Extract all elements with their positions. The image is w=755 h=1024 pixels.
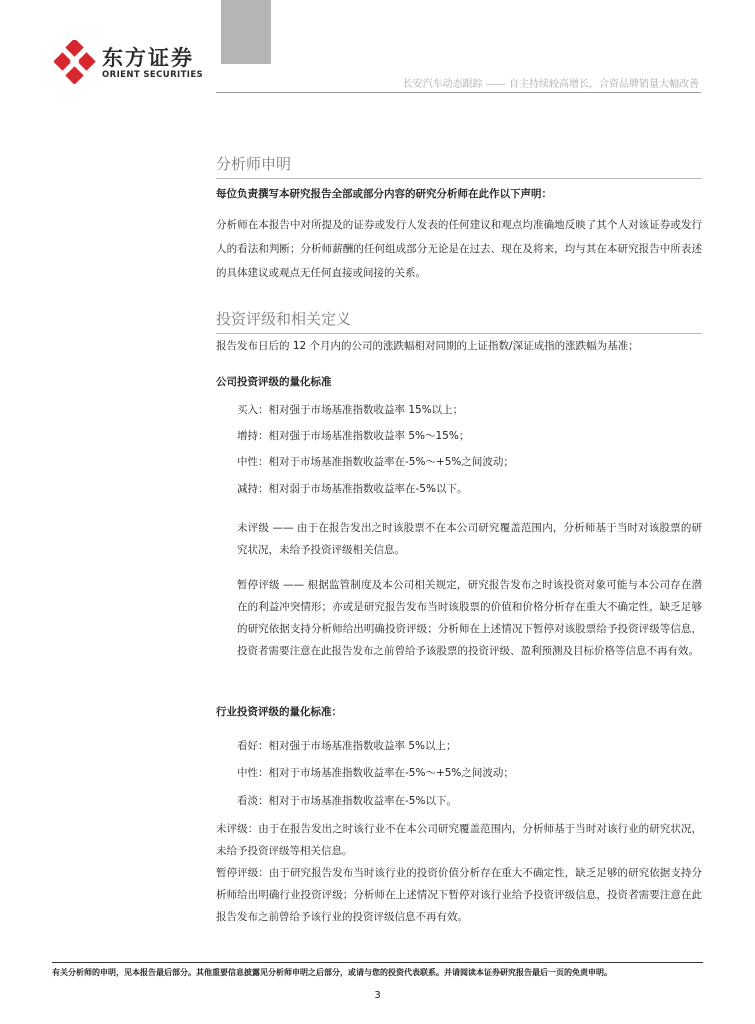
footer-divider [52, 962, 703, 963]
company-rating-buy: 买入：相对强于市场基准指数收益率 15%以上； [237, 404, 464, 416]
header-gray-tab [221, 0, 271, 64]
header-divider [216, 92, 701, 93]
logo-chinese-text: 东方证券 [102, 46, 194, 70]
company-unrated-note: 未评级 —— 由于在报告发出之时该股票不在本公司研究覆盖范围内，分析师基于当时对该股票的研究状况，未给予投资评级相关信息。 [237, 522, 702, 556]
company-rating-neutral: 中性：相对于市场基准指数收益率在-5%～+5%之间波动； [237, 456, 514, 468]
industry-suspended-note: 暂停评级：由于研究报告发布当时该行业的投资价值分析存在重大不确定性，缺乏足够的研究依据支持分析师给出明确行业投资评级；分析师在上述情况下暂停对该行业给予投资评级信息，投资者需要注意在此报告发布之前曾给予该行业的投资评级信息不再有效。 [216, 867, 702, 923]
page-number: 3 [374, 990, 381, 1001]
industry-rating-title: 行业投资评级的量化标准： [216, 706, 342, 718]
company-logo [54, 40, 214, 84]
analyst-statement-lead: 每位负责撰写本研究报告全部或部分内容的研究分析师在此作以下声明： [216, 188, 552, 200]
analyst-statement-body: 分析师在本报告中对所提及的证券或发行人发表的任何建议和观点均准确地反映了其个人对该证券或发行人的看法和判断；分析师薪酬的任何组成部分无论是在过去、现在及将来，均与其在本研究报告中所表述的具体建议或观点无任何直接或间接的关系。 [216, 219, 702, 279]
rating-definitions-intro: 报告发布日后的 12 个月内的公司的涨跌幅相对同期的上证指数/深证成指的涨跌幅为基准； [216, 340, 639, 352]
orient-logo-icon [54, 40, 96, 84]
company-rating-overweight: 增持：相对强于市场基准指数收益率 5%～15%； [237, 430, 470, 442]
analyst-statement-heading: 分析师申明 [216, 153, 702, 179]
rating-definitions-heading: 投资评级和相关定义 [216, 308, 702, 334]
footer-disclaimer: 有关分析师的申明，见本报告最后部分。其他重要信息披露见分析师申明之后部分，或请与您的投资代表联系。并请阅读本证券研究报告最后一页的免责申明。 [52, 968, 612, 977]
industry-rating-positive: 看好：相对强于市场基准指数收益率 5%以上； [237, 740, 457, 752]
company-rating-title: 公司投资评级的量化标准 [216, 376, 332, 388]
company-rating-underweight: 减持：相对弱于市场基准指数收益率在-5%以下。 [237, 483, 468, 495]
industry-unrated-note: 未评级：由于在报告发出之时该行业不在本公司研究覆盖范围内，分析师基于当时对该行业的研究状况，未给予投资评级等相关信息。 [216, 823, 702, 857]
industry-rating-negative: 看淡：相对于市场基准指数收益率在-5%以下。 [237, 795, 457, 807]
industry-rating-neutral: 中性：相对于市场基准指数收益率在-5%～+5%之间波动； [237, 767, 514, 779]
logo-english-text: ORIENT SECURITIES [102, 70, 204, 80]
report-title: 长安汽车动态跟踪 —— 自主持续较高增长，合资品牌销量大幅改善 [402, 79, 699, 90]
company-suspended-note: 暂停评级 —— 根据监管制度及本公司相关规定，研究报告发布之时该投资对象可能与本公司存在潜在的利益冲突情形；亦或是研究报告发布当时该股票的价值和价格分析存在重大不确定性，缺乏足够的研究依据支持分析师给出明确投资评级；分析师在上述情况下暂停对该股票给予投资评级等信息，投资者需要注意在此报告发布之前曾给予该股票的投资评级、盈利预测及目标价格等信息不再有效。 [237, 579, 702, 657]
